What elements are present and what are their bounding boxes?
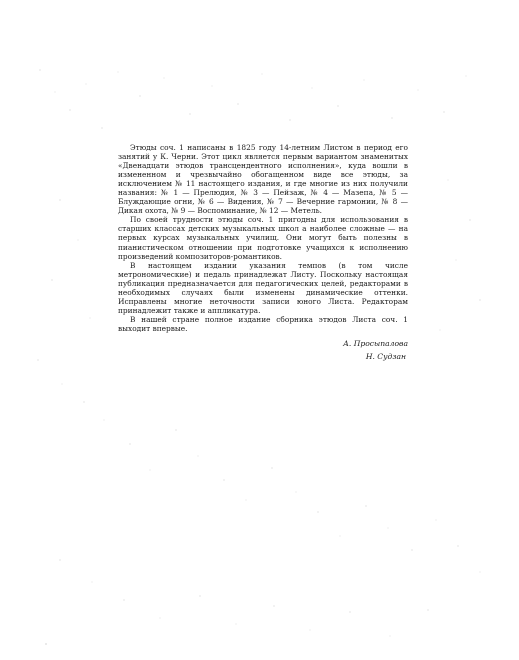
signatures (300, 337, 408, 363)
signature-1: А. Просыпалова (343, 339, 408, 348)
paragraph-3: В настоящем издании указания темпов (в том числе метрономические) и педаль принадлежат Листу. Поскольку настоящая публикация предназначается для педагогических целей, редакторами в необходимых случаях были изменены динамические оттенки. Исправлены многие неточности записи юного Листа. Редакторам принадлежит также и аппликатура. (118, 260, 408, 315)
paragraph-2: По своей трудности этюды соч. 1 пригодны для использования в старших классах детских музыкальных школ а наиболее сложные — на первых курсах музыкальных училищ. Они могут быть полезны в пианистическом отношении при подготовке учащихся к исполнению произведений композиторов-романтиков. (118, 215, 408, 261)
preface-text (118, 143, 408, 333)
paragraph-4: В нашей стране полное издание сборника этюдов Листа соч. 1 выходит впервые. (118, 314, 408, 333)
signature-2: Н. Судзан (365, 352, 406, 361)
paragraph-1: Этюды соч. 1 написаны в 1825 году 14-летним Листом в период его занятий у К. Черни. Этот цикл является первым вариантом знаменитых «Двенадцати этюдов трансцендентного исполнения», куда вошли в измененном и чрезвычайно обогащенном виде все этюды, за исключением № 11 настоящего издания, и где многие из них получили названия: № 1 — Прелюдия, № 3 — Пейзаж, № 4 — Мазепа, № 5 — Блуждающие огни, № 6 — Видения, № 7 — Вечерние гармонии, № 8 — Дикая охота, № 9 — Воспоминание, № 12 — Метель. (118, 143, 408, 216)
